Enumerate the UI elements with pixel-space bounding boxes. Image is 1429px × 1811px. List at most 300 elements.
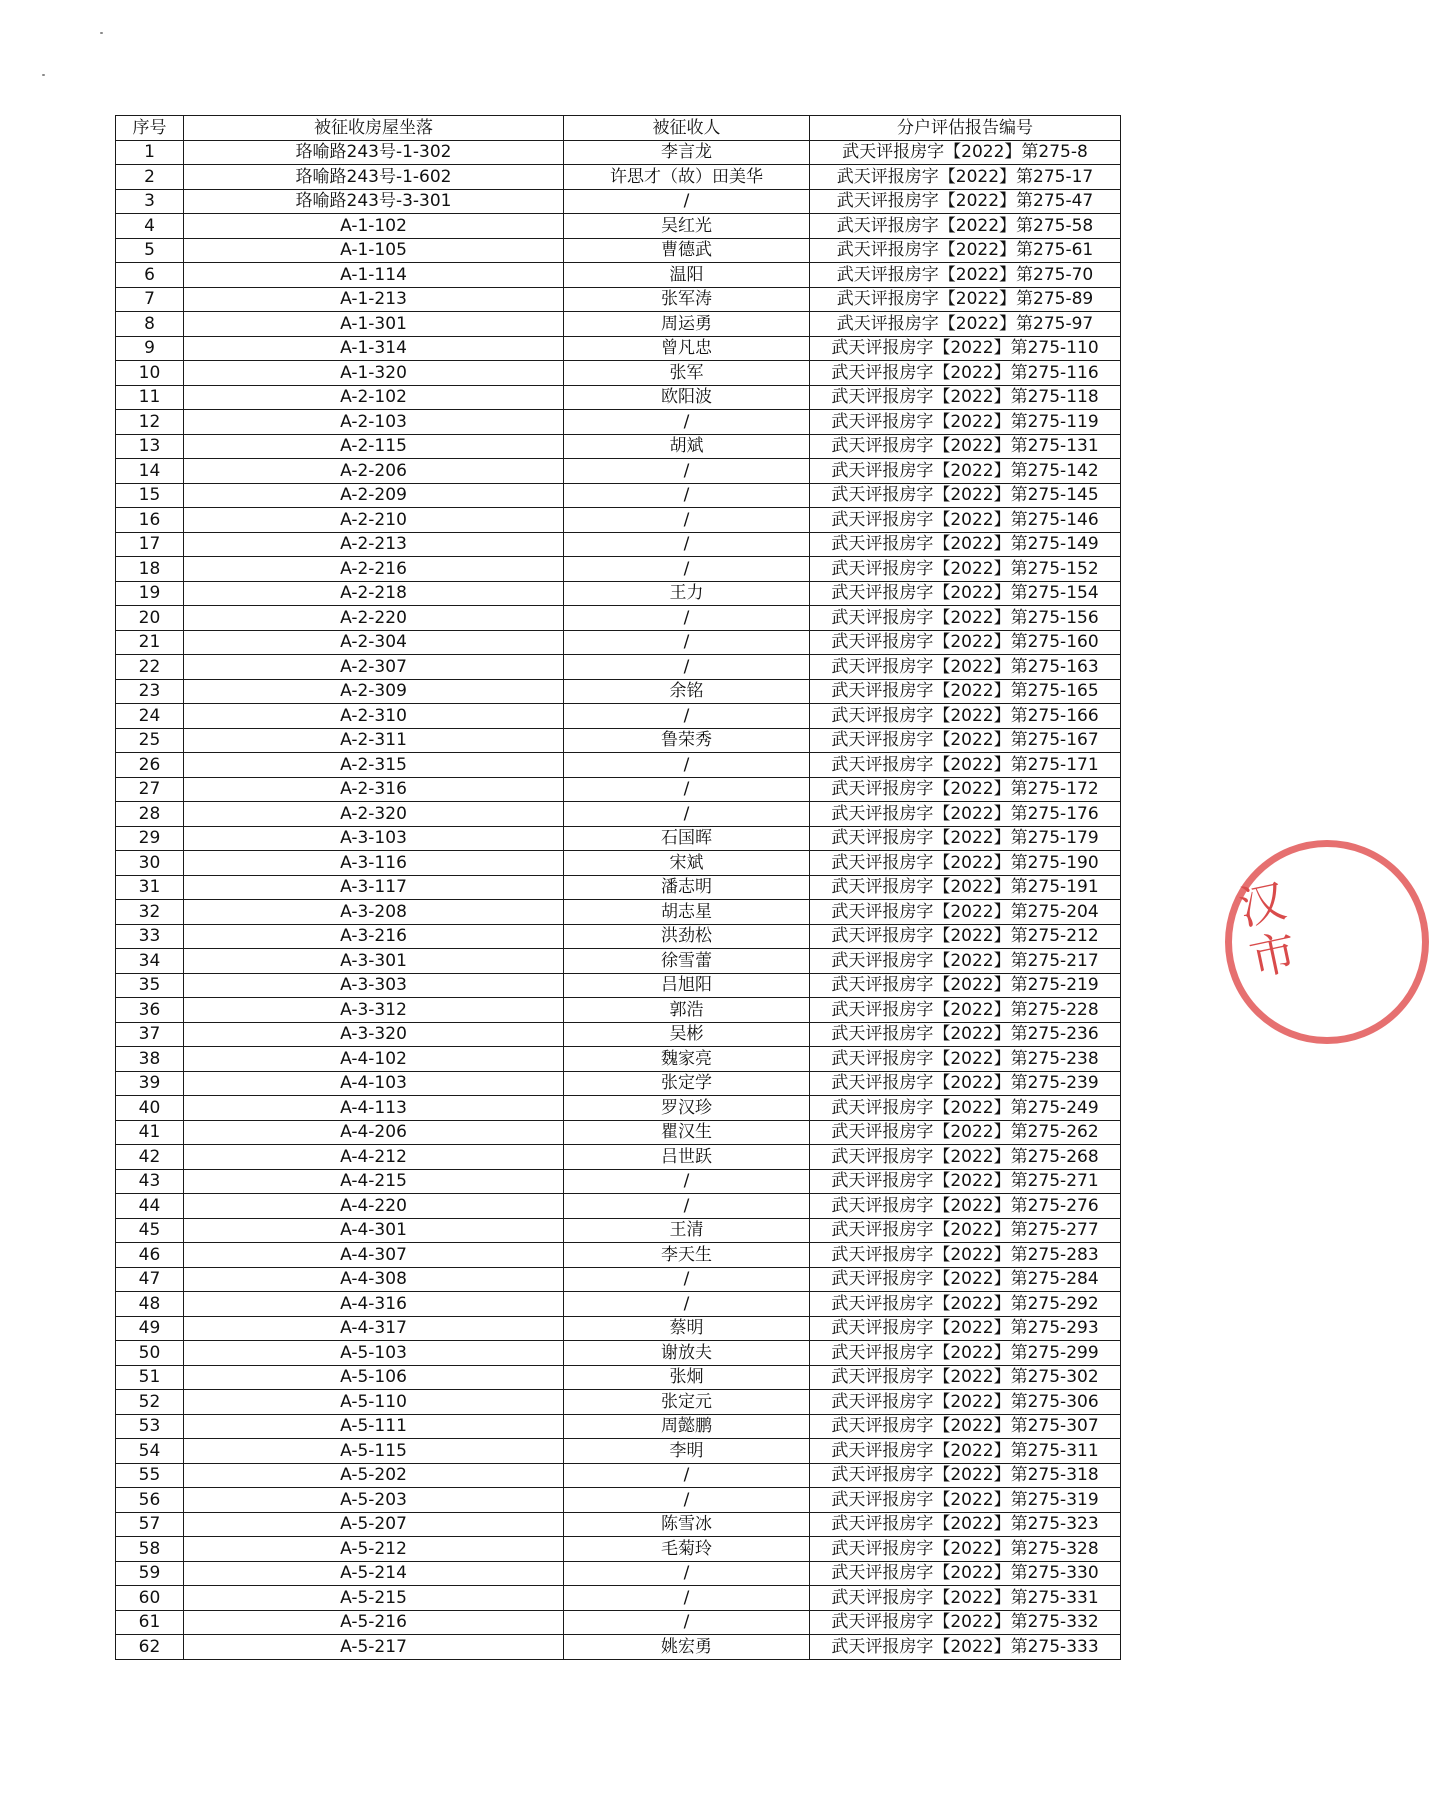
cell-index: 44 (116, 1194, 184, 1219)
table-row (116, 802, 1121, 827)
cell-report-number: 武天评报房字【2022】第275-191 (810, 875, 1121, 900)
cell-report-number: 武天评报房字【2022】第275-293 (810, 1316, 1121, 1341)
cell-person: / (564, 508, 810, 533)
cell-location: 珞喻路243号-1-302 (184, 140, 564, 165)
cell-index: 40 (116, 1096, 184, 1121)
table-row (116, 508, 1121, 533)
cell-person: 张炯 (564, 1365, 810, 1390)
cell-index: 22 (116, 655, 184, 680)
cell-index: 49 (116, 1316, 184, 1341)
table-row (116, 949, 1121, 974)
cell-person: 李言龙 (564, 140, 810, 165)
table-row (116, 581, 1121, 606)
cell-location: A-5-216 (184, 1610, 564, 1635)
table-row (116, 900, 1121, 925)
cell-person: 张定学 (564, 1071, 810, 1096)
cell-report-number: 武天评报房字【2022】第275-204 (810, 900, 1121, 925)
cell-location: A-3-116 (184, 851, 564, 876)
cell-person: 余铭 (564, 679, 810, 704)
cell-location: A-1-213 (184, 287, 564, 312)
table-row (116, 1390, 1121, 1415)
cell-location: A-2-309 (184, 679, 564, 704)
table-row (116, 1341, 1121, 1366)
table-row (116, 361, 1121, 386)
table-header-row (116, 116, 1121, 141)
cell-person: 吕旭阳 (564, 973, 810, 998)
cell-person: / (564, 189, 810, 214)
cell-location: A-1-301 (184, 312, 564, 337)
cell-location: A-3-117 (184, 875, 564, 900)
cell-location: A-4-317 (184, 1316, 564, 1341)
table-row (116, 385, 1121, 410)
cell-person: 毛菊玲 (564, 1537, 810, 1562)
cell-index: 29 (116, 826, 184, 851)
cell-person: 蔡明 (564, 1316, 810, 1341)
cell-report-number: 武天评报房字【2022】第275-167 (810, 728, 1121, 753)
table-row (116, 336, 1121, 361)
cell-location: A-5-106 (184, 1365, 564, 1390)
official-seal-text: 汉市 (1227, 875, 1303, 989)
cell-location: A-2-220 (184, 606, 564, 631)
cell-report-number: 武天评报房字【2022】第275-163 (810, 655, 1121, 680)
table-row (116, 189, 1121, 214)
cell-report-number: 武天评报房字【2022】第275-152 (810, 557, 1121, 582)
cell-report-number: 武天评报房字【2022】第275-118 (810, 385, 1121, 410)
cell-report-number: 武天评报房字【2022】第275-306 (810, 1390, 1121, 1415)
cell-location: A-3-103 (184, 826, 564, 851)
table-row (116, 557, 1121, 582)
cell-report-number: 武天评报房字【2022】第275-311 (810, 1439, 1121, 1464)
cell-index: 50 (116, 1341, 184, 1366)
cell-person: 魏家亮 (564, 1047, 810, 1072)
table-row (116, 214, 1121, 239)
cell-index: 8 (116, 312, 184, 337)
header-index: 序号 (116, 116, 184, 141)
table-row (116, 1292, 1121, 1317)
cell-index: 61 (116, 1610, 184, 1635)
table-row (116, 1488, 1121, 1513)
table-row (116, 532, 1121, 557)
cell-report-number: 武天评报房字【2022】第275-171 (810, 753, 1121, 778)
cell-person: / (564, 777, 810, 802)
cell-location: 珞喻路243号-3-301 (184, 189, 564, 214)
cell-index: 20 (116, 606, 184, 631)
cell-location: A-4-212 (184, 1145, 564, 1170)
table-row (116, 410, 1121, 435)
cell-report-number: 武天评报房字【2022】第275-262 (810, 1120, 1121, 1145)
table-row (116, 140, 1121, 165)
cell-report-number: 武天评报房字【2022】第275-302 (810, 1365, 1121, 1390)
cell-report-number: 武天评报房字【2022】第275-70 (810, 263, 1121, 288)
table-row (116, 1218, 1121, 1243)
cell-location: A-4-307 (184, 1243, 564, 1268)
cell-person: 张定元 (564, 1390, 810, 1415)
cell-person: 吕世跃 (564, 1145, 810, 1170)
cell-location: A-5-203 (184, 1488, 564, 1513)
cell-index: 42 (116, 1145, 184, 1170)
table-row (116, 704, 1121, 729)
cell-location: A-2-316 (184, 777, 564, 802)
cell-person: / (564, 704, 810, 729)
cell-person: 谢放夫 (564, 1341, 810, 1366)
cell-report-number: 武天评报房字【2022】第275-277 (810, 1218, 1121, 1243)
cell-report-number: 武天评报房字【2022】第275-283 (810, 1243, 1121, 1268)
cell-location: A-1-105 (184, 238, 564, 263)
cell-person: 胡斌 (564, 434, 810, 459)
cell-report-number: 武天评报房字【2022】第275-190 (810, 851, 1121, 876)
cell-person: 周懿鹏 (564, 1414, 810, 1439)
cell-index: 1 (116, 140, 184, 165)
cell-location: A-2-320 (184, 802, 564, 827)
table-row (116, 483, 1121, 508)
cell-index: 24 (116, 704, 184, 729)
cell-report-number: 武天评报房字【2022】第275-165 (810, 679, 1121, 704)
cell-index: 21 (116, 630, 184, 655)
table-row (116, 1096, 1121, 1121)
cell-person: / (564, 655, 810, 680)
cell-location: A-2-310 (184, 704, 564, 729)
cell-person: / (564, 1586, 810, 1611)
cell-report-number: 武天评报房字【2022】第275-17 (810, 165, 1121, 190)
cell-index: 59 (116, 1561, 184, 1586)
table-row (116, 1463, 1121, 1488)
cell-person: / (564, 532, 810, 557)
cell-person: 徐雪蕾 (564, 949, 810, 974)
table-row (116, 312, 1121, 337)
cell-index: 38 (116, 1047, 184, 1072)
cell-location: A-5-217 (184, 1635, 564, 1660)
cell-report-number: 武天评报房字【2022】第275-239 (810, 1071, 1121, 1096)
cell-person: 郭浩 (564, 998, 810, 1023)
cell-location: A-4-103 (184, 1071, 564, 1096)
cell-location: A-3-216 (184, 924, 564, 949)
cell-location: A-1-102 (184, 214, 564, 239)
cell-report-number: 武天评报房字【2022】第275-268 (810, 1145, 1121, 1170)
cell-index: 57 (116, 1512, 184, 1537)
cell-person: 李明 (564, 1439, 810, 1464)
cell-report-number: 武天评报房字【2022】第275-116 (810, 361, 1121, 386)
cell-location: A-5-202 (184, 1463, 564, 1488)
cell-index: 25 (116, 728, 184, 753)
cell-report-number: 武天评报房字【2022】第275-154 (810, 581, 1121, 606)
cell-index: 12 (116, 410, 184, 435)
cell-person: / (564, 802, 810, 827)
cell-index: 62 (116, 1635, 184, 1660)
cell-report-number: 武天评报房字【2022】第275-249 (810, 1096, 1121, 1121)
table-row (116, 851, 1121, 876)
cell-person: 吴红光 (564, 214, 810, 239)
cell-report-number: 武天评报房字【2022】第275-219 (810, 973, 1121, 998)
cell-report-number: 武天评报房字【2022】第275-236 (810, 1022, 1121, 1047)
cell-location: A-3-301 (184, 949, 564, 974)
header-report-number: 分户评估报告编号 (810, 116, 1121, 141)
cell-person: 石国晖 (564, 826, 810, 851)
cell-report-number: 武天评报房字【2022】第275-119 (810, 410, 1121, 435)
table-row (116, 777, 1121, 802)
cell-report-number: 武天评报房字【2022】第275-333 (810, 1635, 1121, 1660)
cell-index: 31 (116, 875, 184, 900)
cell-index: 23 (116, 679, 184, 704)
table-row (116, 1537, 1121, 1562)
cell-report-number: 武天评报房字【2022】第275-217 (810, 949, 1121, 974)
cell-person: / (564, 459, 810, 484)
compensation-table (115, 115, 1120, 1660)
cell-index: 16 (116, 508, 184, 533)
cell-location: A-5-212 (184, 1537, 564, 1562)
cell-index: 36 (116, 998, 184, 1023)
table-row (116, 998, 1121, 1023)
cell-index: 13 (116, 434, 184, 459)
cell-person: / (564, 410, 810, 435)
scan-speck (42, 74, 45, 76)
cell-report-number: 武天评报房字【2022】第275-276 (810, 1194, 1121, 1219)
cell-location: A-3-320 (184, 1022, 564, 1047)
cell-location: A-5-103 (184, 1341, 564, 1366)
cell-index: 51 (116, 1365, 184, 1390)
cell-index: 37 (116, 1022, 184, 1047)
cell-location: A-3-208 (184, 900, 564, 925)
cell-index: 58 (116, 1537, 184, 1562)
cell-index: 41 (116, 1120, 184, 1145)
cell-location: A-2-315 (184, 753, 564, 778)
cell-person: / (564, 630, 810, 655)
cell-report-number: 武天评报房字【2022】第275-61 (810, 238, 1121, 263)
cell-location: A-5-115 (184, 1439, 564, 1464)
cell-person: / (564, 483, 810, 508)
cell-person: 胡志星 (564, 900, 810, 925)
cell-person: / (564, 1610, 810, 1635)
cell-location: A-2-216 (184, 557, 564, 582)
cell-index: 53 (116, 1414, 184, 1439)
table-row (116, 924, 1121, 949)
cell-index: 9 (116, 336, 184, 361)
cell-location: A-2-210 (184, 508, 564, 533)
cell-report-number: 武天评报房字【2022】第275-89 (810, 287, 1121, 312)
cell-location: A-5-214 (184, 1561, 564, 1586)
cell-person: / (564, 606, 810, 631)
cell-report-number: 武天评报房字【2022】第275-97 (810, 312, 1121, 337)
cell-index: 46 (116, 1243, 184, 1268)
table-row (116, 1120, 1121, 1145)
cell-person: 姚宏勇 (564, 1635, 810, 1660)
cell-report-number: 武天评报房字【2022】第275-110 (810, 336, 1121, 361)
table-row (116, 1145, 1121, 1170)
cell-location: A-2-209 (184, 483, 564, 508)
table-row (116, 1316, 1121, 1341)
cell-index: 55 (116, 1463, 184, 1488)
cell-location: A-1-114 (184, 263, 564, 288)
cell-person: / (564, 1169, 810, 1194)
cell-person: 许思才（故）田美华 (564, 165, 810, 190)
cell-report-number: 武天评报房字【2022】第275-145 (810, 483, 1121, 508)
table-row (116, 1194, 1121, 1219)
cell-person: 鲁荣秀 (564, 728, 810, 753)
table-row (116, 1022, 1121, 1047)
cell-report-number: 武天评报房字【2022】第275-47 (810, 189, 1121, 214)
cell-location: A-5-207 (184, 1512, 564, 1537)
cell-location: A-5-110 (184, 1390, 564, 1415)
cell-report-number: 武天评报房字【2022】第275-292 (810, 1292, 1121, 1317)
cell-person: / (564, 1463, 810, 1488)
cell-location: A-2-304 (184, 630, 564, 655)
cell-index: 34 (116, 949, 184, 974)
cell-index: 48 (116, 1292, 184, 1317)
cell-person: / (564, 1292, 810, 1317)
cell-report-number: 武天评报房字【2022】第275-271 (810, 1169, 1121, 1194)
cell-report-number: 武天评报房字【2022】第275-58 (810, 214, 1121, 239)
cell-report-number: 武天评报房字【2022】第275-319 (810, 1488, 1121, 1513)
cell-report-number: 武天评报房字【2022】第275-166 (810, 704, 1121, 729)
table-row (116, 1610, 1121, 1635)
cell-location: A-4-102 (184, 1047, 564, 1072)
table-row (116, 263, 1121, 288)
table-row (116, 434, 1121, 459)
cell-person: / (564, 1194, 810, 1219)
cell-location: A-2-206 (184, 459, 564, 484)
cell-index: 10 (116, 361, 184, 386)
cell-person: 陈雪冰 (564, 1512, 810, 1537)
cell-report-number: 武天评报房字【2022】第275-323 (810, 1512, 1121, 1537)
cell-report-number: 武天评报房字【2022】第275-149 (810, 532, 1121, 557)
table-row (116, 1586, 1121, 1611)
cell-index: 4 (116, 214, 184, 239)
cell-report-number: 武天评报房字【2022】第275-228 (810, 998, 1121, 1023)
cell-report-number: 武天评报房字【2022】第275-176 (810, 802, 1121, 827)
cell-index: 11 (116, 385, 184, 410)
cell-location: A-4-308 (184, 1267, 564, 1292)
cell-person: 周运勇 (564, 312, 810, 337)
cell-index: 27 (116, 777, 184, 802)
cell-report-number: 武天评报房字【2022】第275-299 (810, 1341, 1121, 1366)
cell-index: 5 (116, 238, 184, 263)
cell-person: 曹德武 (564, 238, 810, 263)
cell-location: A-1-314 (184, 336, 564, 361)
cell-index: 26 (116, 753, 184, 778)
cell-location: A-2-311 (184, 728, 564, 753)
table (115, 115, 1121, 1660)
cell-person: 瞿汉生 (564, 1120, 810, 1145)
cell-index: 52 (116, 1390, 184, 1415)
cell-location: A-4-220 (184, 1194, 564, 1219)
table-row (116, 875, 1121, 900)
cell-location: A-2-218 (184, 581, 564, 606)
cell-index: 2 (116, 165, 184, 190)
table-row (116, 1561, 1121, 1586)
cell-report-number: 武天评报房字【2022】第275-172 (810, 777, 1121, 802)
cell-person: 王力 (564, 581, 810, 606)
cell-location: A-4-206 (184, 1120, 564, 1145)
cell-person: / (564, 753, 810, 778)
cell-person: / (564, 1561, 810, 1586)
table-row (116, 1414, 1121, 1439)
table-row (116, 1169, 1121, 1194)
header-expropriated-person: 被征收人 (564, 116, 810, 141)
cell-person: / (564, 1267, 810, 1292)
table-row (116, 165, 1121, 190)
cell-index: 15 (116, 483, 184, 508)
cell-report-number: 武天评报房字【2022】第275-307 (810, 1414, 1121, 1439)
cell-person: 潘志明 (564, 875, 810, 900)
cell-report-number: 武天评报房字【2022】第275-331 (810, 1586, 1121, 1611)
cell-report-number: 武天评报房字【2022】第275-212 (810, 924, 1121, 949)
cell-person: / (564, 557, 810, 582)
cell-index: 47 (116, 1267, 184, 1292)
cell-location: A-2-103 (184, 410, 564, 435)
cell-index: 28 (116, 802, 184, 827)
cell-report-number: 武天评报房字【2022】第275-330 (810, 1561, 1121, 1586)
cell-location: A-4-113 (184, 1096, 564, 1121)
cell-report-number: 武天评报房字【2022】第275-156 (810, 606, 1121, 631)
cell-index: 30 (116, 851, 184, 876)
cell-index: 60 (116, 1586, 184, 1611)
cell-index: 17 (116, 532, 184, 557)
cell-location: A-2-102 (184, 385, 564, 410)
cell-person: / (564, 1488, 810, 1513)
cell-report-number: 武天评报房字【2022】第275-146 (810, 508, 1121, 533)
table-row (116, 1047, 1121, 1072)
cell-location: A-3-312 (184, 998, 564, 1023)
cell-index: 6 (116, 263, 184, 288)
table-row (116, 973, 1121, 998)
table-row (116, 606, 1121, 631)
cell-index: 3 (116, 189, 184, 214)
cell-index: 7 (116, 287, 184, 312)
cell-report-number: 武天评报房字【2022】第275-179 (810, 826, 1121, 851)
table-body (116, 140, 1121, 1659)
cell-report-number: 武天评报房字【2022】第275-8 (810, 140, 1121, 165)
cell-location: A-5-111 (184, 1414, 564, 1439)
table-row (116, 287, 1121, 312)
table-row (116, 753, 1121, 778)
cell-person: 温阳 (564, 263, 810, 288)
cell-person: 李天生 (564, 1243, 810, 1268)
cell-index: 56 (116, 1488, 184, 1513)
cell-location: A-4-316 (184, 1292, 564, 1317)
cell-location: A-2-307 (184, 655, 564, 680)
cell-location: A-4-301 (184, 1218, 564, 1243)
cell-location: A-3-303 (184, 973, 564, 998)
cell-location: 珞喻路243号-1-602 (184, 165, 564, 190)
table-row (116, 1635, 1121, 1660)
cell-location: A-2-115 (184, 434, 564, 459)
cell-report-number: 武天评报房字【2022】第275-318 (810, 1463, 1121, 1488)
cell-person: 宋斌 (564, 851, 810, 876)
cell-index: 18 (116, 557, 184, 582)
cell-location: A-1-320 (184, 361, 564, 386)
table-row (116, 679, 1121, 704)
scan-speck (100, 32, 103, 34)
table-row (116, 1365, 1121, 1390)
cell-person: 吴彬 (564, 1022, 810, 1047)
cell-person: 张军 (564, 361, 810, 386)
cell-index: 19 (116, 581, 184, 606)
cell-index: 33 (116, 924, 184, 949)
cell-index: 45 (116, 1218, 184, 1243)
cell-report-number: 武天评报房字【2022】第275-142 (810, 459, 1121, 484)
cell-person: 洪劲松 (564, 924, 810, 949)
cell-report-number: 武天评报房字【2022】第275-328 (810, 1537, 1121, 1562)
table-row (116, 826, 1121, 851)
cell-person: 欧阳波 (564, 385, 810, 410)
table-row (116, 1439, 1121, 1464)
table-row (116, 728, 1121, 753)
cell-report-number: 武天评报房字【2022】第275-332 (810, 1610, 1121, 1635)
table-row (116, 1512, 1121, 1537)
table-row (116, 238, 1121, 263)
cell-location: A-2-213 (184, 532, 564, 557)
cell-person: 曾凡忠 (564, 336, 810, 361)
cell-report-number: 武天评报房字【2022】第275-160 (810, 630, 1121, 655)
